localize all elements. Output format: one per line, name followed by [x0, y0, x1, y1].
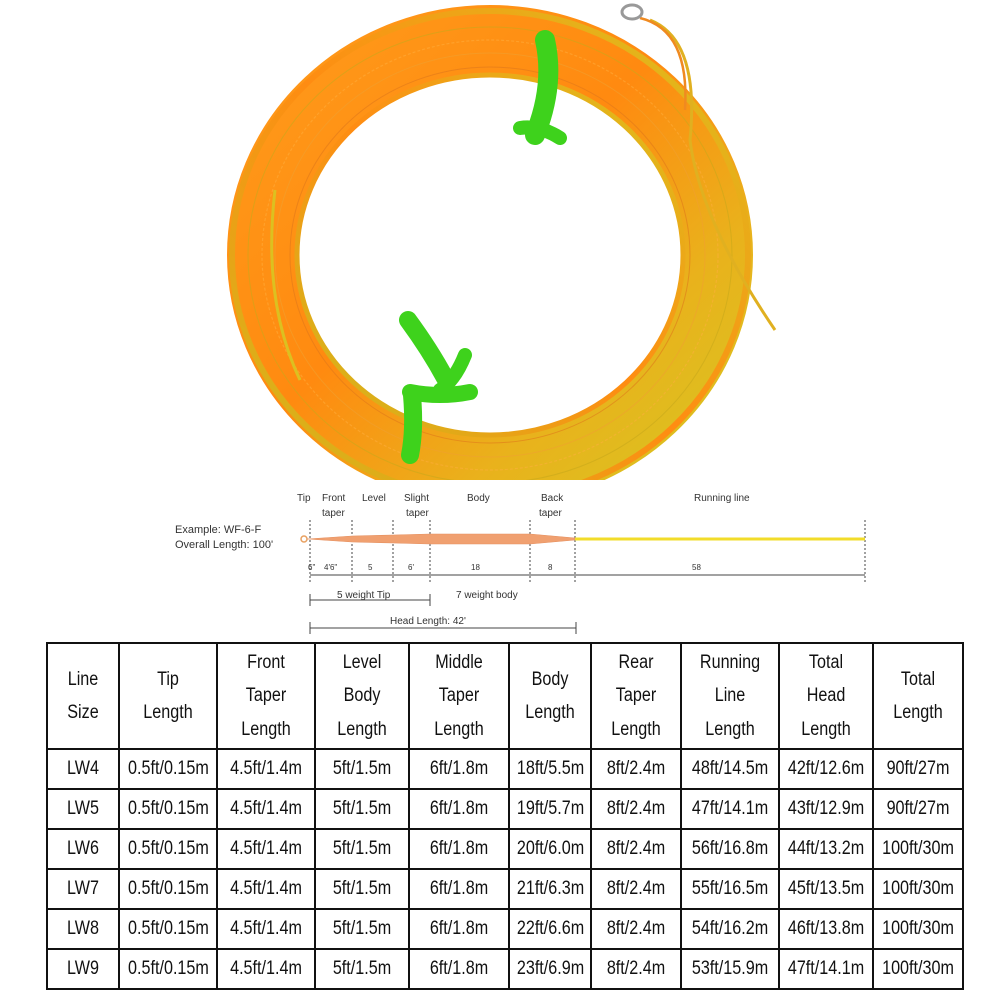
column-header-line: Taper: [615, 685, 657, 707]
table-cell: 44ft/13.2m: [779, 829, 873, 869]
table-cell: 5ft/1.5m: [315, 789, 409, 829]
column-header: [591, 643, 681, 749]
table-cell: 20ft/6.0m: [509, 829, 591, 869]
column-header-line: Total: [808, 652, 844, 673]
table-cell: 0.5ft/0.15m: [119, 949, 217, 989]
table-cell: 8ft/2.4m: [591, 829, 681, 869]
label-front: Front: [322, 493, 346, 504]
table-cell: 19ft/5.7m: [509, 789, 591, 829]
table-cell: LW5: [47, 789, 119, 829]
column-header-line: Front: [247, 652, 285, 673]
table-cell: 4.5ft/1.4m: [217, 789, 315, 829]
table-cell: LW6: [47, 829, 119, 869]
length-level: 5: [368, 563, 373, 572]
table-row: [47, 909, 963, 949]
table-cell: 8ft/2.4m: [591, 749, 681, 789]
table-cell: LW9: [47, 949, 119, 989]
table-cell: 0.5ft/0.15m: [119, 789, 217, 829]
length-front: 4'6": [324, 563, 338, 572]
table-cell: 8ft/2.4m: [591, 909, 681, 949]
table-cell: LW8: [47, 909, 119, 949]
weight-body-label: 7 weight body: [456, 590, 518, 601]
label-slight: Slight: [404, 493, 430, 504]
table-cell: 55ft/16.5m: [681, 869, 779, 909]
weight-tip-label: 5 weight Tip: [337, 590, 391, 601]
table-cell: 4.5ft/1.4m: [217, 869, 315, 909]
label-slight-2: taper: [406, 508, 429, 519]
column-header-line: Rear: [618, 652, 654, 673]
table-cell: 45ft/13.5m: [779, 869, 873, 909]
table-cell: 0.5ft/0.15m: [119, 829, 217, 869]
table-cell: 8ft/2.4m: [591, 789, 681, 829]
coil-body: [232, 11, 748, 480]
length-slight: 6': [408, 563, 414, 572]
length-tip: 6": [308, 563, 316, 572]
table-cell: 5ft/1.5m: [315, 869, 409, 909]
table-cell: 4.5ft/1.4m: [217, 829, 315, 869]
column-header-line: Length: [705, 718, 755, 740]
table-cell: 4.5ft/1.4m: [217, 949, 315, 989]
column-header-line: Length: [434, 718, 484, 740]
column-header-line: Body: [531, 668, 569, 690]
column-header: [509, 643, 591, 749]
table-cell: 18ft/5.5m: [509, 749, 591, 789]
table-row: [47, 869, 963, 909]
table-cell: 54ft/16.2m: [681, 909, 779, 949]
table-cell: 56ft/16.8m: [681, 829, 779, 869]
length-body: 18: [471, 563, 480, 572]
column-header: [315, 643, 409, 749]
table-cell: 8ft/2.4m: [591, 869, 681, 909]
column-header-line: Length: [801, 718, 851, 740]
table-cell: 100ft/30m: [873, 869, 963, 909]
column-header-line: Size: [67, 701, 99, 723]
table-cell: 90ft/27m: [873, 789, 963, 829]
table-header-row: [47, 643, 963, 749]
fly-line-coil-photo: [0, 0, 1000, 480]
label-running-line: Running line: [694, 493, 750, 504]
line-spec-table: [46, 642, 964, 990]
example-label: Example: WF-6-F: [175, 524, 262, 536]
table-row: [47, 829, 963, 869]
table-cell: 4.5ft/1.4m: [217, 749, 315, 789]
table-cell: 6ft/1.8m: [409, 749, 509, 789]
column-header-line: Length: [337, 718, 387, 740]
table-cell: 100ft/30m: [873, 909, 963, 949]
table-cell: 48ft/14.5m: [681, 749, 779, 789]
table-cell: 22ft/6.6m: [509, 909, 591, 949]
table-cell: 47ft/14.1m: [779, 949, 873, 989]
table-cell: 23ft/6.9m: [509, 949, 591, 989]
column-header-line: Level Body: [342, 652, 382, 707]
table-cell: 21ft/6.3m: [509, 869, 591, 909]
table-row: [47, 949, 963, 989]
column-header-line: Tip: [157, 668, 179, 690]
table-cell: 0.5ft/0.15m: [119, 869, 217, 909]
table-cell: 100ft/30m: [873, 949, 963, 989]
table-cell: LW7: [47, 869, 119, 909]
column-header-line: Length: [143, 701, 193, 723]
column-header-line: Length: [893, 701, 943, 723]
table-row: [47, 749, 963, 789]
table-cell: 6ft/1.8m: [409, 949, 509, 989]
table-cell: 46ft/13.8m: [779, 909, 873, 949]
column-header: [409, 643, 509, 749]
column-header-line: Total: [900, 668, 936, 690]
column-header-line: Head: [806, 685, 846, 707]
table-cell: 5ft/1.5m: [315, 949, 409, 989]
table-row: [47, 789, 963, 829]
section-dividers: [310, 520, 865, 582]
table-cell: 5ft/1.5m: [315, 909, 409, 949]
column-header-line: Line: [67, 668, 99, 690]
table-cell: 53ft/15.9m: [681, 949, 779, 989]
column-header: [681, 643, 779, 749]
table-cell: 8ft/2.4m: [591, 949, 681, 989]
table-cell: 100ft/30m: [873, 829, 963, 869]
column-header: [873, 643, 963, 749]
taper-diagram: [0, 480, 1000, 640]
table-cell: 6ft/1.8m: [409, 789, 509, 829]
column-header: [217, 643, 315, 749]
column-header: [779, 643, 873, 749]
table-cell: 6ft/1.8m: [409, 909, 509, 949]
table-cell: 42ft/12.6m: [779, 749, 873, 789]
table-cell: 0.5ft/0.15m: [119, 909, 217, 949]
length-running: 58: [692, 563, 701, 572]
label-back-2: taper: [539, 508, 562, 519]
column-header-line: Taper: [438, 685, 480, 707]
table-cell: 90ft/27m: [873, 749, 963, 789]
column-header-line: Running Line: [699, 652, 761, 707]
label-front-2: taper: [322, 508, 345, 519]
table-cell: LW4: [47, 749, 119, 789]
table-cell: 47ft/14.1m: [681, 789, 779, 829]
table-cell: 43ft/12.9m: [779, 789, 873, 829]
table-cell: 4.5ft/1.4m: [217, 909, 315, 949]
line-profile: [301, 534, 865, 544]
table-cell: 5ft/1.5m: [315, 749, 409, 789]
label-back: Back: [541, 493, 564, 504]
column-header-line: Middle: [435, 652, 483, 673]
label-tip: Tip: [297, 493, 311, 504]
table-cell: 0.5ft/0.15m: [119, 749, 217, 789]
label-level: Level: [362, 493, 386, 504]
length-back: 8: [548, 563, 553, 572]
column-header: [47, 643, 119, 749]
overall-length-label: Overall Length: 100': [175, 539, 274, 551]
column-header: [119, 643, 217, 749]
table-cell: 6ft/1.8m: [409, 829, 509, 869]
head-length-label: Head Length: 42': [390, 616, 466, 627]
table-cell: 5ft/1.5m: [315, 829, 409, 869]
table-cell: 6ft/1.8m: [409, 869, 509, 909]
label-body: Body: [467, 493, 490, 504]
column-header-line: Length: [611, 718, 661, 740]
column-header-line: Length: [241, 718, 291, 740]
column-header-line: Length: [525, 701, 575, 723]
column-header-line: Taper: [245, 685, 287, 707]
